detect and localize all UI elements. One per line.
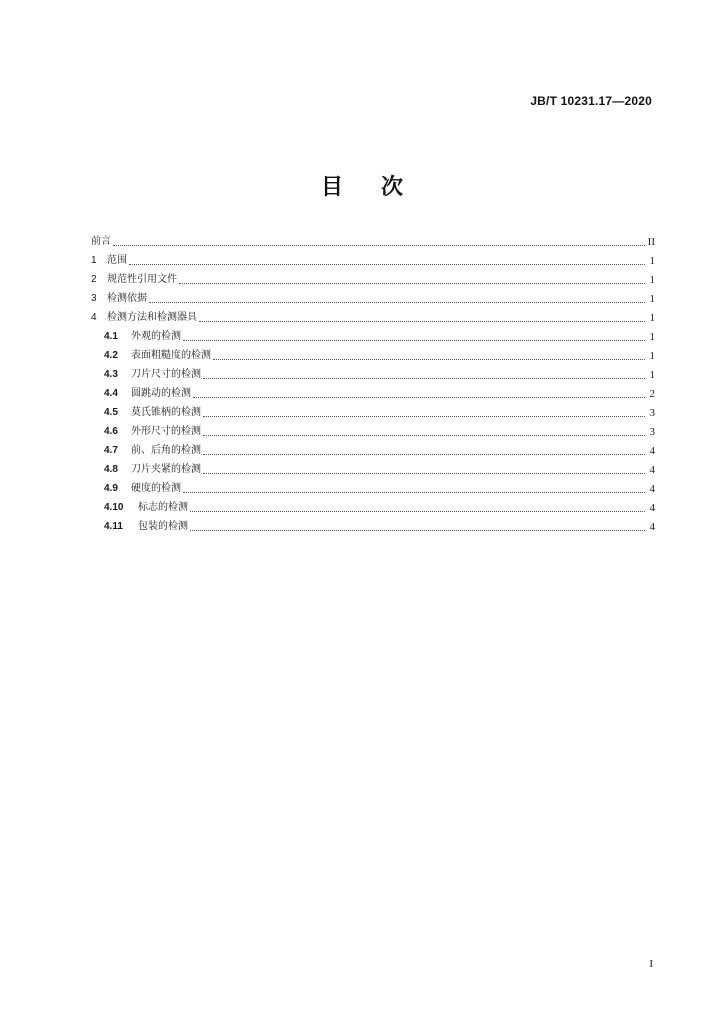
toc-entry-page: 1 [649, 274, 655, 286]
toc-entry-4-9[interactable] [91, 477, 655, 496]
toc-entry-page: 1 [649, 312, 655, 324]
toc-entry-4-7[interactable] [91, 439, 655, 458]
toc-entry-page: 1 [649, 350, 655, 362]
toc-title-char-2: 次 [381, 175, 404, 200]
toc-title [0, 170, 724, 201]
toc-entry-4-2[interactable] [91, 344, 655, 363]
standard-code: JB/T 10231.17—2020 [530, 94, 652, 108]
toc-entry-page: 4 [649, 464, 655, 476]
toc-entry-page: 4 [649, 483, 655, 495]
toc-entry-4[interactable] [91, 306, 655, 325]
toc-leader-dots [183, 491, 645, 493]
table-of-contents [91, 230, 655, 534]
toc-title-char-1: 目 [320, 175, 343, 200]
toc-entry-page: 1 [649, 255, 655, 267]
toc-entry-number: 4 [91, 312, 97, 323]
toc-entry-label: 标志的检测 [138, 502, 188, 513]
toc-entry-page: 3 [649, 426, 655, 438]
toc-entry-label: 规范性引用文件 [107, 274, 177, 285]
toc-leader-dots [203, 453, 645, 455]
toc-entry-4-3[interactable] [91, 363, 655, 382]
toc-entry-number: 4.8 [104, 464, 118, 475]
toc-leader-dots [203, 434, 645, 436]
toc-entry-number: 4.5 [104, 407, 118, 418]
toc-entry-number: 4.1 [104, 331, 118, 342]
toc-entry-label: 外形尺寸的检测 [131, 426, 201, 437]
toc-entry-label: 莫氏锥柄的检测 [131, 407, 201, 418]
toc-entry-number: 4.10 [104, 502, 124, 513]
toc-leader-dots [113, 244, 645, 246]
toc-entry-label: 范围 [107, 255, 127, 266]
toc-leader-dots [183, 339, 645, 341]
toc-entry-label: 刀片夹紧的检测 [131, 464, 201, 475]
toc-entry-4-4[interactable] [91, 382, 655, 401]
toc-leader-dots [190, 529, 645, 531]
toc-entry-2[interactable] [91, 268, 655, 287]
toc-leader-dots [213, 358, 645, 360]
toc-entry-number: 1 [91, 255, 97, 266]
toc-entry-number: 3 [91, 293, 97, 304]
toc-entry-4-1[interactable] [91, 325, 655, 344]
toc-entry-page: 1 [649, 331, 655, 343]
toc-entry-number: 4.2 [104, 350, 118, 361]
toc-entry-4-10[interactable] [91, 496, 655, 515]
toc-entry-label: 圆跳动的检测 [131, 388, 191, 399]
toc-entry-label: 刀片尺寸的检测 [131, 369, 201, 380]
toc-entry-page: 1 [649, 293, 655, 305]
toc-entry-label: 包装的检测 [138, 521, 188, 532]
toc-entry-4-6[interactable] [91, 420, 655, 439]
toc-leader-dots [203, 472, 645, 474]
toc-entry-4-8[interactable] [91, 458, 655, 477]
toc-entry-number: 4.9 [104, 483, 118, 494]
toc-entry-label: 硬度的检测 [131, 483, 181, 494]
toc-leader-dots [199, 320, 645, 322]
toc-entry-label: 检测依据 [107, 293, 147, 304]
toc-entry-label: 检测方法和检测器具 [107, 312, 197, 323]
toc-leader-dots [190, 510, 645, 512]
toc-entry-label: 表面粗糙度的检测 [131, 350, 211, 361]
toc-leader-dots [193, 396, 645, 398]
toc-entry-4-11[interactable] [91, 515, 655, 534]
toc-entry-foreword[interactable] [91, 230, 655, 249]
toc-entry-page: 2 [649, 388, 655, 400]
toc-leader-dots [129, 263, 645, 265]
toc-entry-number: 4.11 [104, 521, 123, 532]
toc-entry-label: 前、后角的检测 [131, 445, 201, 456]
toc-entry-4-5[interactable] [91, 401, 655, 420]
toc-leader-dots [203, 377, 645, 379]
toc-leader-dots [179, 282, 645, 284]
toc-entry-page: 1 [649, 369, 655, 381]
toc-entry-page: II [647, 236, 655, 248]
toc-entry-1[interactable] [91, 249, 655, 268]
toc-entry-page: 4 [649, 521, 655, 533]
toc-leader-dots [203, 415, 645, 417]
toc-entry-number: 4.6 [104, 426, 118, 437]
toc-entry-number: 4.4 [104, 388, 118, 399]
toc-entry-label: 外观的检测 [131, 331, 181, 342]
toc-entry-number: 2 [91, 274, 97, 285]
toc-entry-number: 4.7 [104, 445, 118, 456]
toc-entry-number: 4.3 [104, 369, 118, 380]
page-number: I [649, 958, 653, 970]
toc-entry-page: 4 [649, 445, 655, 457]
toc-entry-page: 4 [649, 502, 655, 514]
toc-leader-dots [149, 301, 645, 303]
toc-entry-page: 3 [649, 407, 655, 419]
toc-entry-3[interactable] [91, 287, 655, 306]
toc-entry-label: 前言 [91, 236, 111, 247]
